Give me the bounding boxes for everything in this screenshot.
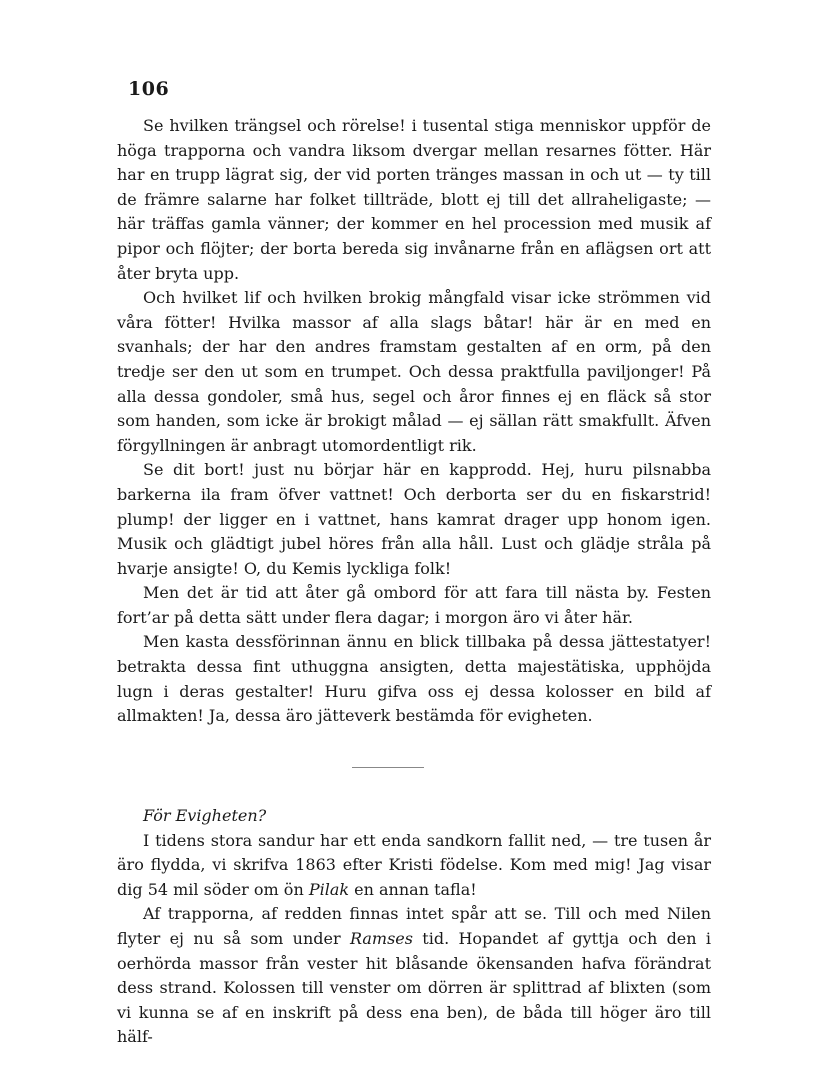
paragraph: Se dit bort! just nu börjar här en kapprodd. Hej, huru pilsnabba barkerna ila fram öfver vattnet! Och derborta ser du en fiskarstrid! plump! der ligger en i vattnet, hans kamrat drager upp honom igen. Musik och glädtigt jubel höres från alla håll. Lust och glädje stråla på hvarje ansigte! O, du Kemis lyckliga folk!: [117, 460, 711, 578]
paragraph-text: tid. Hopandet af gyttja och den i oerhörda massor från vester hit blåsande ökensanden hafva förändrat dess strand. Kolossen till venster om dörren är splittrad af blixten (som vi kunna se af en inskrift på dess ena ben), de båda till höger äro till hälf-: [117, 928, 712, 1047]
paragraph: Men det är tid att åter gå ombord för att fara till nästa by. Festen fort’ar på detta sätt under flera dagar; i morgon äro vi åter här.: [117, 583, 711, 627]
person-name: Ramses: [349, 928, 413, 948]
section-divider: [352, 767, 424, 768]
paragraph: [117, 902, 711, 1050]
page-number: 106: [128, 78, 170, 100]
paragraph: Men kasta dessförinnan ännu en blick tillbaka på dessa jättestatyer! betrakta dessa fint uthuggna ansigten, detta majestätiska, upphöjda lugn i deras gestalter! Huru gifva oss ej dessa kolosser en bild af allmakten! Ja, dessa äro jätteverk bestämda för evigheten.: [117, 632, 711, 726]
place-name: Pilak: [308, 879, 350, 899]
paragraph: Se hvilken trängsel och rörelse! i tusental stiga menniskor uppför de höga trapporna och vandra liksom dvergar mellan resarnes fötter. Här har en trupp lägrat sig, der vid porten tränges massan in och ut — ty till de främre salarne har folket tillträde, blott ej till det allraheligaste; — här träffas gamla vänner; der kommer en hel procession med musik af pipor och flöjter; der borta bereda sig invånarne från en aflägsen ort att åter bryta upp.: [117, 116, 711, 283]
paragraph-text: I tidens stora sandur har ett enda sandkorn fallit ned, — tre tusen år äro flydda, vi skrifva 1863 efter Kristi födelse. Kom med mig! Jag visar dig 54 mil söder om ön: [117, 830, 711, 899]
body-text-part-two: [117, 804, 711, 1050]
paragraph: Och hvilket lif och hvilken brokig mångfald visar icke strömmen vid våra fötter! Hvilka massor af alla slags båtar! här är en med en svanhals; der har den andres framstam gestalten af en orm, på den tredje ser den ut som en trumpet. Och dessa praktfulla paviljonger! På alla dessa gondoler, små hus, segel och åror finnes ej en fläck så stor som handen, som icke är brokigt målad — ej sällan rätt smakfullt. Äfven förgyllningen är anbragt utomordentligt rik.: [117, 288, 711, 455]
section-heading: För Evigheten?: [143, 806, 267, 825]
paragraph: [117, 829, 711, 903]
body-text-part-one: [117, 114, 711, 729]
paragraph-text: Af trapporna, af redden finnas intet spår att se. Till och med Nilen flyter ej nu så som under: [117, 904, 711, 948]
paragraph-text: en annan tafla!: [349, 879, 477, 899]
